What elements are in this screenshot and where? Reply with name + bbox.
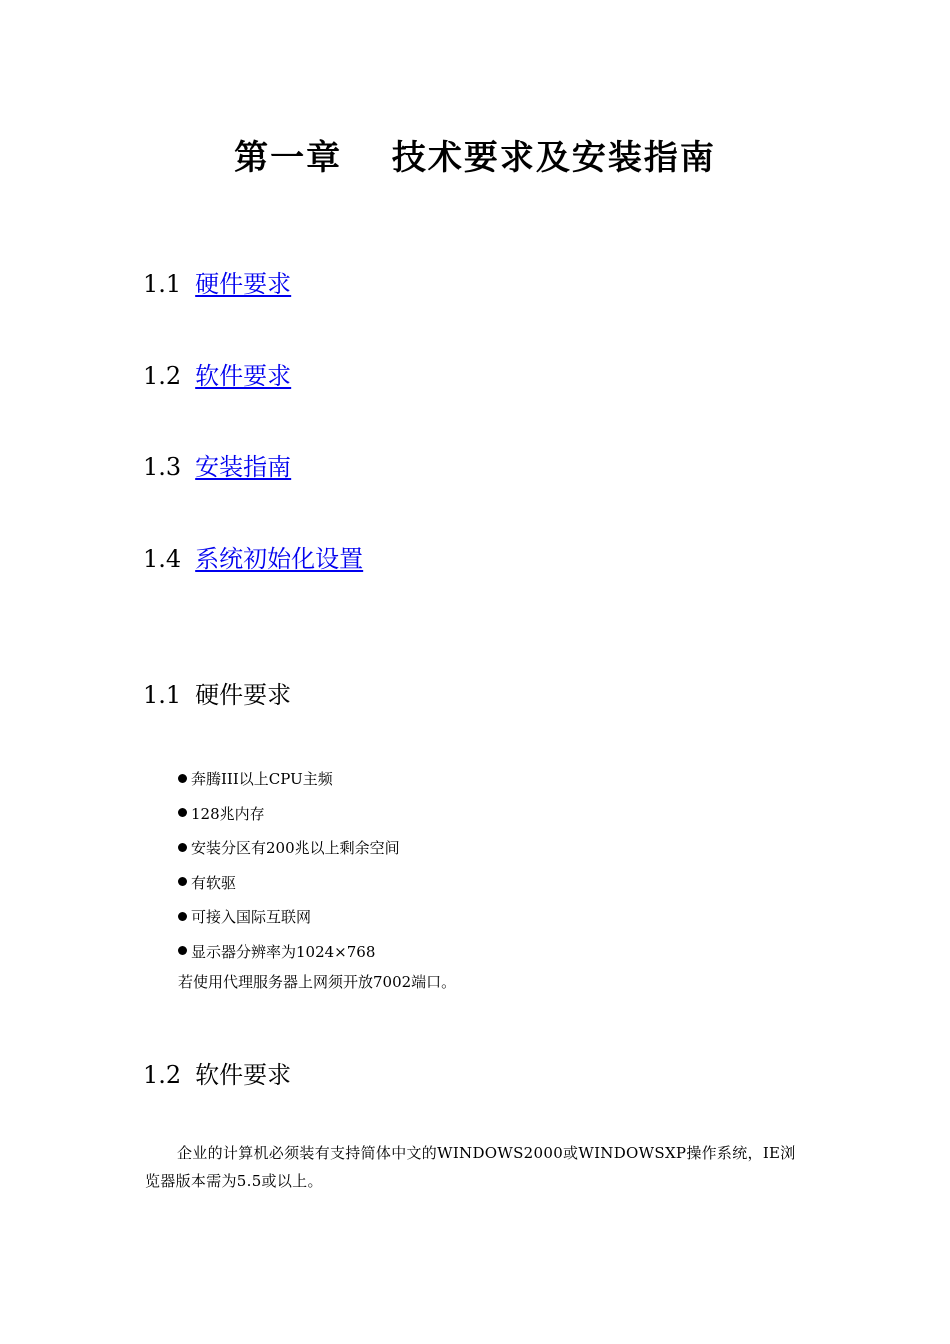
list-item-text: 有软驱 [191, 873, 237, 892]
toc-item-init [143, 543, 363, 575]
toc-link-hardware[interactable]: 硬件要求 [195, 270, 292, 298]
bullet-icon [178, 808, 187, 817]
list-item-text: 显示器分辨率为1024×768 [191, 942, 376, 961]
hardware-requirements-list [178, 762, 400, 969]
list-item-text: 奔腾III以上CPU主频 [191, 770, 333, 788]
section-number: 1.2 [143, 1061, 182, 1089]
section-heading-software [143, 1059, 291, 1091]
toc-number: 1.2 [143, 362, 182, 390]
bullet-icon [178, 946, 187, 955]
section-heading-hardware [143, 679, 291, 711]
bullet-icon [178, 843, 187, 852]
list-item-text: 128兆内存 [191, 804, 265, 823]
list-item [178, 831, 400, 866]
toc-number: 1.1 [143, 270, 182, 298]
list-item [178, 900, 400, 935]
section-title: 软件要求 [195, 1061, 292, 1089]
list-item [178, 797, 400, 832]
toc-item-install [143, 451, 291, 483]
toc-number: 1.4 [143, 545, 182, 573]
list-item [178, 866, 400, 901]
toc-number: 1.3 [143, 453, 182, 481]
list-item [178, 762, 400, 797]
chapter-title: 第一章 技术要求及安装指南 [234, 138, 716, 178]
software-paragraph: 企业的计算机必须装有支持简体中文的WINDOWS2000或WINDOWSXP操作系统，IE浏览器版本需为5.5或以上。 [145, 1144, 796, 1190]
list-item [178, 935, 400, 970]
toc-item-hardware [143, 268, 291, 300]
section-title: 硬件要求 [195, 681, 292, 709]
proxy-note: 若使用代理服务器上网须开放7002端口。 [178, 973, 457, 991]
list-item-text: 可接入国际互联网 [191, 908, 312, 926]
toc-item-software [143, 360, 291, 392]
bullet-icon [178, 774, 187, 783]
list-item-text: 安装分区有200兆以上剩余空间 [191, 839, 400, 857]
toc-link-init[interactable]: 系统初始化设置 [195, 545, 364, 573]
toc-link-software[interactable]: 软件要求 [195, 362, 292, 390]
toc-link-install[interactable]: 安装指南 [195, 453, 292, 481]
bullet-icon [178, 877, 187, 886]
section-number: 1.1 [143, 681, 182, 709]
bullet-icon [178, 912, 187, 921]
